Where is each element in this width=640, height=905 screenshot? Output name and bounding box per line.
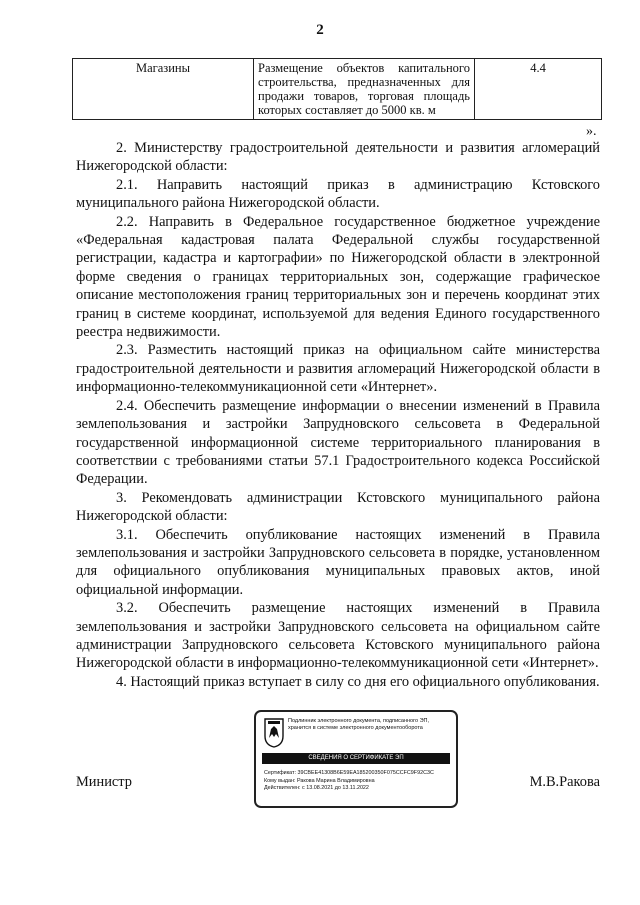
- paragraph-2: 2. Министерству градостроительной деятельности и развития агломераций Нижегородской области:: [76, 140, 600, 175]
- paragraph-3: 3. Рекомендовать администрации Кстовского муниципального района Нижегородской области:: [76, 489, 600, 525]
- signatory-position: Министр: [76, 774, 132, 790]
- stamp-header: Подлинник электронного документа, подписанного ЭП, хранится в системе электронного документооборота: [288, 718, 430, 731]
- paragraph-2-1: 2.1. Направить настоящий приказ в администрацию Кстовского муниципального района Нижегородской области.: [76, 176, 600, 212]
- paragraph-3-1: 3.1. Обеспечить опубликование настоящих изменений в Правила землепользования и застройки Запрудновского сельсовета в порядке, установленном для официального опубликования муниципальных правовых актов, иной официальной информации.: [76, 526, 600, 598]
- page-number: 2: [316, 22, 324, 38]
- permitted-use-table: [72, 58, 602, 120]
- coat-of-arms-icon: [264, 718, 284, 748]
- certificate-validity: Действителен: с 13.08.2021 до 13.11.2022: [264, 785, 369, 792]
- paragraph-2-2: 2.2. Направить в Федеральное государственное бюджетное учреждение «Федеральная кадастровая палата Федеральной службы государственной регистрации, кадастра и картографии» по Нижегородской области в электронной форме сведения о границах территориальных зон, содержащие графическое описание местоположения границ территориальных зон и перечень координат этих границ в системе координат, используемой для ведения Единого государственного реестра недвижимости.: [76, 213, 600, 341]
- certificate-number: Сертификат: 39CBEE41308B6E59EA185200350F075CCFC9F92C3C: [264, 770, 434, 776]
- paragraph-2-4: 2.4. Обеспечить размещение информации о внесении изменений в Правила землепользования и застройки Запрудновского сельсовета в Федеральной государственной информационной системе территориального планирования в соответствии с требованиями статьи 57.1 Градостроительного кодекса Российской Федерации.: [76, 397, 600, 488]
- signatory-name: М.В.Ракова: [529, 774, 600, 790]
- document-body: [76, 139, 600, 691]
- certificate-owner: Кому выдан: Ракова Марина Владимировна: [264, 777, 375, 784]
- stamp-title: СВЕДЕНИЯ О СЕРТИФИКАТЕ ЭП: [262, 753, 450, 764]
- use-name-cell: Магазины: [73, 59, 254, 120]
- table-row: [73, 59, 602, 120]
- electronic-signature-stamp: [254, 710, 458, 808]
- stamp-info: [264, 770, 452, 793]
- paragraph-3-2: 3.2. Обеспечить размещение настоящих изменений в Правила землепользования и застройки Запрудновского сельсовета на официальном сайте администрации Запрудновского сельсовета Кстовского муниципального района Нижегородской области в информационно-телекоммуникационной сети «Интернет».: [76, 600, 600, 672]
- paragraph-2-3: 2.3. Разместить настоящий приказ на официальном сайте министерства градостроительной деятельности и развития агломераций Нижегородской области в информационно-телекоммуникационной сети «Интернет».: [76, 342, 600, 396]
- use-description-cell: Размещение объектов капитального строительства, предназначенных для продажи товаров, торговая площадь которых составляет до 5000 кв. м: [254, 59, 475, 120]
- closing-quote: ».: [586, 124, 597, 139]
- paragraph-4: 4. Настоящий приказ вступает в силу со дня его официального опубликования.: [116, 673, 600, 690]
- use-code-cell: 4.4: [475, 59, 602, 120]
